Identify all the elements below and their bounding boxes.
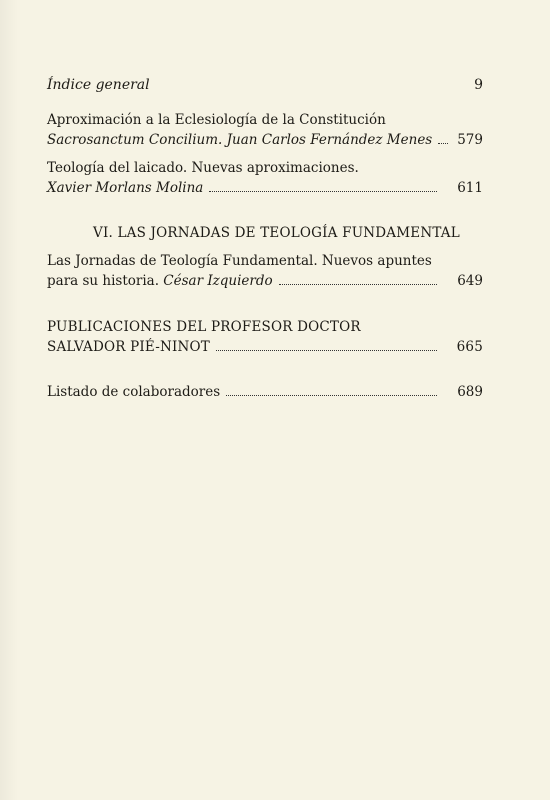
toc-entry-author: Sacrosanctum Concilium. Juan Carlos Fernández Menes (47, 132, 433, 148)
dot-leader (216, 350, 437, 351)
running-head-title: Índice general (47, 77, 150, 93)
toc-entry-colaboradores (47, 382, 483, 402)
toc-entry-title: Las Jornadas de Teología Fundamental. Nuevos apuntes (47, 253, 432, 269)
toc-entry-eclesiologia (47, 110, 483, 150)
toc-entry-page-number: 611 (457, 180, 483, 196)
toc-entry-line (47, 130, 483, 150)
toc-entry-title-continuation: para su historia. (47, 273, 164, 289)
running-head (47, 77, 483, 93)
toc-entry-title: Teología del laicado. Nuevas aproximaciones. (47, 160, 359, 176)
dot-leader (279, 284, 437, 285)
dot-leader (209, 191, 437, 192)
toc-entry-line (47, 178, 483, 198)
toc-entry-line (47, 271, 483, 291)
toc-entry-title-continuation: SALVADOR PIÉ-NINOT (47, 339, 211, 355)
toc-entry-page-number: 665 (456, 339, 483, 355)
toc-entry-author: César Izquierdo (163, 273, 273, 289)
dot-leader (226, 395, 437, 396)
running-head-page-number: 9 (474, 77, 483, 93)
toc-entry-title: Aproximación a la Eclesiología de la Constitución (47, 112, 386, 128)
toc-entry-publicaciones (47, 317, 483, 357)
toc-entry-page-number: 649 (457, 273, 483, 289)
toc-entry-line (47, 382, 483, 402)
toc-entry-line (47, 317, 483, 337)
toc-entry-page-number: 579 (457, 132, 483, 148)
toc-entry-page-number: 689 (457, 384, 483, 400)
section-heading: VI. LAS JORNADAS DE TEOLOGÍA FUNDAMENTAL (93, 225, 460, 241)
toc-entry-title: PUBLICACIONES DEL PROFESOR DOCTOR (47, 319, 361, 335)
dot-leader (438, 143, 448, 144)
toc-entry-line (47, 251, 483, 271)
toc-entry-jornadas (47, 251, 483, 291)
toc-entry-author: Xavier Morlans Molina (47, 180, 204, 196)
toc-entry-line (47, 110, 483, 130)
toc-entry-line (47, 337, 483, 357)
toc-entry-line (47, 158, 483, 178)
toc-entry-title: Listado de colaboradores (47, 384, 221, 400)
toc-entry-laicado (47, 158, 483, 198)
